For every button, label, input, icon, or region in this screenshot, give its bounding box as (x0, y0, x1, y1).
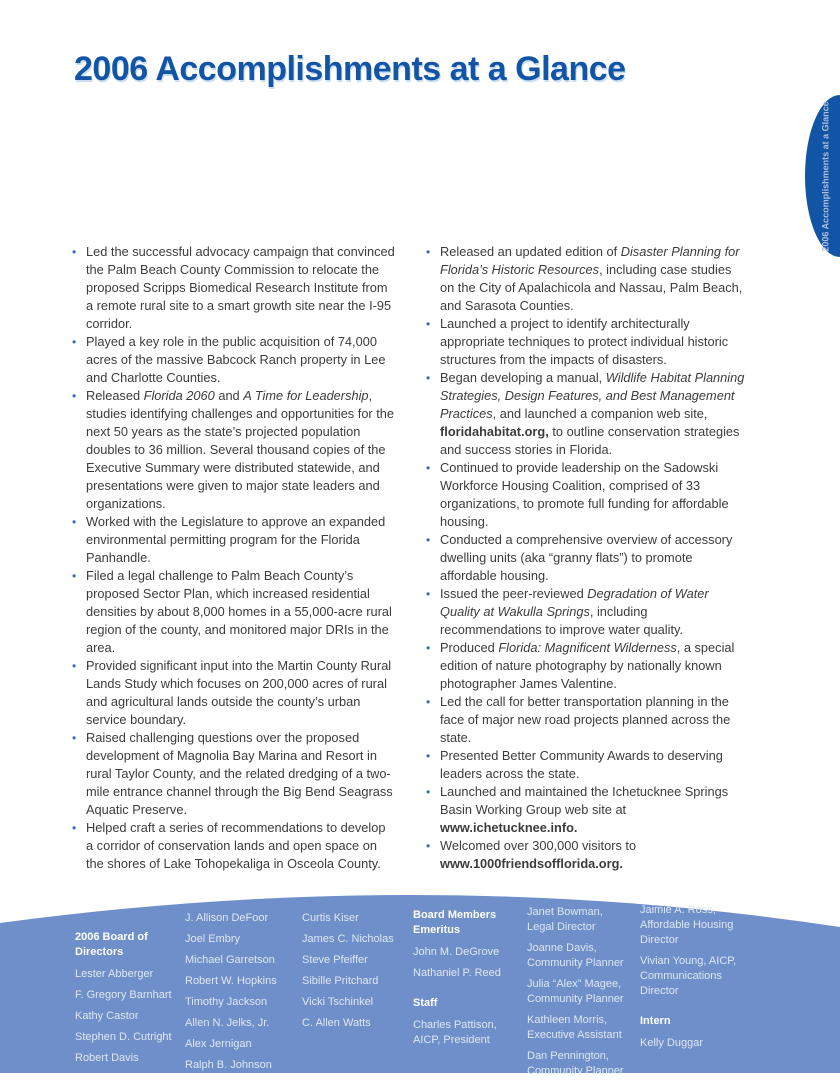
bullet-dot-icon: • (426, 839, 431, 853)
text-segment: Disaster Planning for Florida’s Historic Resources (440, 244, 740, 277)
bullet-dot-icon: • (426, 461, 431, 475)
text-segment: , and launched a companion web site, (492, 406, 708, 421)
text-segment: Welcomed over 300,000 visitors to (440, 838, 637, 853)
footer-name: Allen N. Jelks, Jr. (185, 1017, 270, 1029)
footer-name: F. Gregory Barnhart (75, 989, 172, 1001)
text-segment: and (214, 388, 244, 403)
text-segment: Led the call for better transportation planning in the face of major new road projects planned across the state. (440, 694, 731, 745)
page-title: 2006 Accomplishments at a Glance (74, 50, 626, 88)
bullet-text (86, 567, 395, 657)
bullet-text (440, 693, 749, 747)
bullet-text (440, 459, 749, 531)
text-segment: Worked with the Legislature to approve an expanded environmental permitting program for the Florida Panhandle. (86, 514, 386, 565)
text-segment: floridahabitat.org, (440, 424, 549, 439)
footer-column (302, 890, 413, 1085)
bullet-item (426, 693, 749, 747)
footer-name: Lester Abberger (75, 968, 154, 980)
text-segment: Continued to provide leadership on the Sadowski Workforce Housing Coalition, comprised of 33 organizations, to promote full funding for affordable housing. (440, 460, 729, 529)
bullet-dot-icon: • (426, 695, 431, 709)
footer-column (527, 890, 640, 1085)
footer-column (640, 890, 750, 1085)
footer-name: Joel Embry (185, 933, 241, 945)
footer-name: Timothy Jackson (185, 996, 268, 1008)
bullet-dot-icon: • (72, 389, 77, 403)
bullet-text (86, 657, 395, 729)
footer-name: Dan Pennington, Community Planner (527, 1050, 624, 1077)
footer-name: Jaimie A. Ross, Affordable Housing Director (640, 904, 734, 946)
bullet-text (440, 585, 749, 639)
footer-name: Julia “Alex” Magee, Community Planner (527, 978, 624, 1005)
text-segment: Florida 2060 (143, 388, 215, 403)
bullet-item (72, 513, 395, 567)
text-segment: Played a key role in the public acquisition of 74,000 acres of the massive Babcock Ranch property in Lee and Charlotte Counties. (86, 334, 386, 385)
footer-name: Steve Pfeiffer (302, 954, 368, 966)
text-segment: to outline conservation strategies and success stories in Florida. (440, 424, 740, 457)
footer-name: Nathaniel P. Reed (413, 967, 501, 979)
bullet-dot-icon: • (426, 317, 431, 331)
footer-name: Sibille Pritchard (302, 975, 379, 987)
text-segment: Provided significant input into the Martin County Rural Lands Study which focuses on 200,000 acres of rural and agricultural lands outside the county’s urban service boundary. (86, 658, 392, 727)
text-segment: Launched a project to identify architecturally appropriate techniques to protect individual historic structures from the impacts of disasters. (440, 316, 729, 367)
bullet-item (426, 369, 749, 459)
bullet-item (426, 837, 749, 873)
bullet-text (86, 333, 395, 387)
bullet-text (440, 315, 749, 369)
footer-column (75, 890, 185, 1085)
bullet-dot-icon: • (426, 371, 431, 385)
accomplishments-right-column (426, 243, 749, 873)
bullet-item (426, 585, 749, 639)
bullet-dot-icon: • (426, 641, 431, 655)
bullet-item (426, 315, 749, 369)
footer-name: Charles Pattison, AICP, President (413, 1019, 497, 1046)
footer-name: J. Allison DeFoor (185, 912, 269, 924)
bullet-item (426, 639, 749, 693)
footer-name: James C. Nicholas (302, 933, 394, 945)
footer-heading: 2006 Board of Directors (75, 931, 148, 958)
bullet-item (426, 747, 749, 783)
footer-name: Stephen D. Cutright (75, 1031, 172, 1043)
bullet-item (72, 243, 395, 333)
text-segment: , including case studies on the City of Apalachicola and Nassau, Palm Beach, and Sarasota Counties. (440, 262, 743, 313)
accomplishments-left-column (72, 243, 395, 873)
bullet-dot-icon: • (426, 785, 431, 799)
footer-name: Robert W. Hopkins (185, 975, 277, 987)
text-segment: Released (86, 388, 144, 403)
bullet-text (440, 747, 749, 783)
bullet-item (426, 459, 749, 531)
text-segment: Conducted a comprehensive overview of accessory dwelling units (aka “granny flats”) to promote affordable housing. (440, 532, 733, 583)
footer-name: Vicki Tschinkel (302, 996, 374, 1008)
accomplishments-list (72, 243, 750, 873)
bullet-text (86, 729, 395, 819)
bullet-text (440, 639, 749, 693)
bullet-text (86, 513, 395, 567)
bullet-dot-icon: • (426, 245, 431, 259)
bullet-text (86, 387, 395, 513)
bullet-text (86, 243, 395, 333)
bullet-text (440, 783, 749, 837)
footer-name: Kelly Duggar (640, 1037, 703, 1049)
footer-name: Vivian Young, AICP, Communications Director (640, 955, 737, 997)
side-tab-label: 2006 Accomplishments at a Glance (820, 100, 830, 252)
text-segment: Released an updated edition of (440, 244, 621, 259)
bullet-item (426, 531, 749, 585)
bullet-text (440, 531, 749, 585)
bullet-text (440, 837, 749, 873)
footer-heading: Intern (640, 1015, 671, 1027)
footer-heading: Staff (413, 997, 438, 1009)
footer-name: Curtis Kiser (302, 912, 359, 924)
footer-name: Joanne Davis, Community Planner (527, 942, 624, 969)
bullet-dot-icon: • (72, 731, 77, 745)
text-segment: Raised challenging questions over the proposed development of Magnolia Bay Marina and Resort in rural Taylor County, and the related dredging of a two-mile entrance channel through the Big Bend Seagrass Aquatic Preserve. (86, 730, 393, 817)
bullet-dot-icon: • (426, 533, 431, 547)
footer-column (185, 890, 302, 1085)
footer-name: Kathy Castor (75, 1010, 139, 1022)
footer-name: John M. DeGrove (413, 946, 500, 958)
text-segment: www.ichetucknee.info. (440, 820, 578, 835)
bullet-text (440, 369, 749, 459)
bullet-dot-icon: • (72, 245, 77, 259)
footer-name: Robert Davis (75, 1052, 139, 1064)
footer-column (413, 890, 527, 1085)
text-segment: Degradation of Water Quality at Wakulla Springs (440, 586, 709, 619)
text-segment: A Time for Leadership (243, 388, 369, 403)
text-segment: Helped craft a series of recommendations to develop a corridor of conservation lands and open space on the shores of Lake Tohopekaliga in Osceola County. (86, 820, 386, 871)
text-segment: Wildlife Habitat Planning Strategies, Design Features, and Best Management Practices (440, 370, 745, 421)
text-segment: www.1000friendsofflorida.org. (440, 856, 623, 871)
bullet-text (440, 243, 749, 315)
text-segment: , a special edition of nature photography by nationally known photographer James Valentine. (440, 640, 735, 691)
text-segment: , including recommendations to improve water quality. (440, 604, 684, 637)
bullet-dot-icon: • (72, 821, 77, 835)
footer-name: Kathleen Morris, Executive Assistant (527, 1014, 622, 1041)
text-segment: Issued the peer-reviewed (440, 586, 588, 601)
text-segment: Produced (440, 640, 499, 655)
footer-name: C. Allen Watts (302, 1017, 371, 1029)
footer-name: Michael Garretson (185, 954, 275, 966)
bullet-item (72, 567, 395, 657)
bullet-item (426, 783, 749, 837)
bullet-dot-icon: • (72, 335, 77, 349)
text-segment: Florida: Magnificent Wilderness (498, 640, 677, 655)
side-tab (805, 95, 840, 257)
footer-name: Ralph B. Johnson (185, 1059, 272, 1071)
bullet-dot-icon: • (72, 569, 77, 583)
footer-name: Alex Jernigan (185, 1038, 252, 1050)
bullet-dot-icon: • (426, 749, 431, 763)
bullet-item (72, 387, 395, 513)
bullet-item (72, 657, 395, 729)
board-staff-panel (0, 890, 840, 1077)
bullet-item (72, 729, 395, 819)
bullet-dot-icon: • (426, 587, 431, 601)
text-segment: Led the successful advocacy campaign that convinced the Palm Beach County Commission to relocate the proposed Scripps Biomedical Research Institute from a remote rural site to a smart growth site near the I-95 corridor. (86, 244, 395, 331)
text-segment: Began developing a manual, (440, 370, 606, 385)
bullet-item (72, 333, 395, 387)
text-segment: Launched and maintained the Ichetucknee Springs Basin Working Group web site at (440, 784, 729, 817)
bullet-dot-icon: • (72, 659, 77, 673)
text-segment: , studies identifying challenges and opportunities for the next 50 years as the state’s projected population doubles to 36 million. Several thousand copies of the Executive Summary were distributed statewide, and presentations were given to major state leaders and organizations. (86, 388, 395, 511)
bullet-item (72, 819, 395, 873)
bullet-text (86, 819, 395, 873)
footer-heading: Board Members Emeritus (413, 909, 497, 936)
bullet-dot-icon: • (72, 515, 77, 529)
text-segment: Presented Better Community Awards to deserving leaders across the state. (440, 748, 723, 781)
footer-name: Janet Bowman, Legal Director (527, 906, 603, 933)
footer-columns (75, 890, 750, 1085)
bullet-item (426, 243, 749, 315)
text-segment: Filed a legal challenge to Palm Beach County’s proposed Sector Plan, which increased residential densities by about 8,000 homes in a 55,000-acre rural region of the county, and monitored major DRIs in the area. (86, 568, 392, 655)
